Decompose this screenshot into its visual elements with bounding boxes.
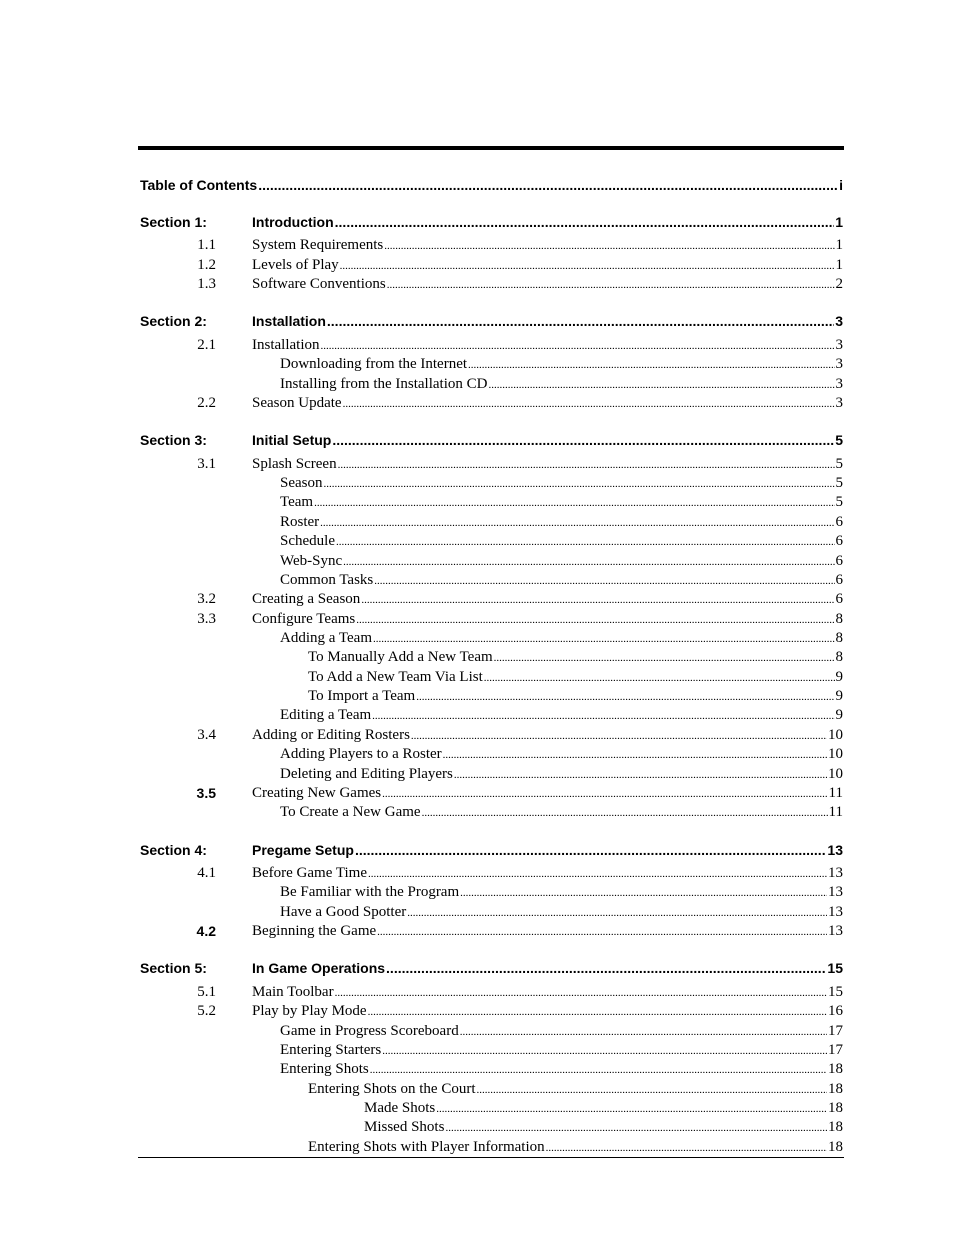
- page-number: 9: [835, 669, 843, 685]
- dot-leader: [494, 652, 835, 664]
- toc-entry[interactable]: [252, 395, 843, 412]
- dot-leader: [445, 1122, 827, 1134]
- page-number: 2: [835, 276, 843, 292]
- subsection-number: 4.1: [197, 865, 216, 881]
- dot-leader: [327, 313, 834, 329]
- toc-entry[interactable]: [280, 475, 843, 492]
- page-number: 1: [835, 257, 843, 273]
- toc-entry[interactable]: [252, 337, 843, 354]
- toc-row[interactable]: [140, 727, 843, 747]
- page-number: 13: [827, 842, 843, 858]
- entry-title: Creating a Season: [252, 591, 361, 607]
- toc-entry[interactable]: [252, 960, 843, 976]
- page-number: 5: [835, 494, 843, 510]
- toc-entry[interactable]: [252, 727, 843, 744]
- subsection-number: 5.1: [197, 984, 216, 1000]
- dot-leader: [335, 214, 835, 230]
- entry-title: Software Conventions: [252, 276, 386, 292]
- dot-leader: [411, 730, 827, 742]
- subsection-number: 5.2: [197, 1003, 216, 1019]
- entry-title: Web-Sync: [280, 553, 343, 569]
- entry-title: Installing from the Installation CD: [280, 376, 488, 392]
- toc-row[interactable]: [140, 395, 843, 415]
- toc-row[interactable]: [140, 214, 843, 234]
- dot-leader: [377, 926, 827, 938]
- toc-entry[interactable]: [280, 804, 843, 821]
- page-number: 8: [835, 649, 843, 665]
- dot-leader: [373, 633, 835, 645]
- toc-row[interactable]: [140, 475, 843, 495]
- page-number: 3: [835, 395, 843, 411]
- toc-row[interactable]: [140, 804, 843, 824]
- page-number: 18: [828, 1119, 843, 1135]
- toc-row[interactable]: [140, 432, 843, 452]
- section-number: Section 4:: [140, 842, 207, 858]
- toc-entry[interactable]: [308, 1139, 843, 1156]
- dot-leader: [387, 279, 835, 291]
- toc-entry[interactable]: [280, 746, 843, 763]
- entry-title: Table of Contents: [140, 177, 258, 193]
- page-number: 13: [828, 923, 843, 939]
- dot-leader: [356, 614, 834, 626]
- subsection-number: 2.2: [197, 395, 216, 411]
- toc-row[interactable]: [140, 1081, 843, 1101]
- toc-row[interactable]: [140, 904, 843, 924]
- dot-leader: [321, 340, 835, 352]
- toc-row[interactable]: [140, 766, 843, 786]
- toc-row[interactable]: [140, 276, 843, 296]
- subsection-number: 3.1: [197, 456, 216, 472]
- toc-row[interactable]: [140, 923, 843, 943]
- entry-title: Before Game Time: [252, 865, 367, 881]
- toc-row[interactable]: [140, 337, 843, 357]
- page-number: 18: [828, 1081, 843, 1097]
- entry-title: Schedule: [280, 533, 335, 549]
- entry-title: Entering Starters: [280, 1042, 382, 1058]
- dot-leader: [546, 1142, 827, 1154]
- toc-row[interactable]: [140, 865, 843, 885]
- toc-row[interactable]: [140, 707, 843, 727]
- toc-row[interactable]: [140, 1119, 843, 1139]
- page-number: 11: [828, 804, 843, 820]
- dot-leader: [484, 672, 835, 684]
- toc-entry[interactable]: [308, 669, 843, 686]
- dot-leader: [407, 907, 827, 919]
- toc-row[interactable]: [140, 456, 843, 476]
- toc-row[interactable]: [140, 842, 843, 862]
- toc-entry[interactable]: [252, 591, 843, 608]
- toc-entry[interactable]: [140, 177, 843, 193]
- entry-title: Season: [280, 475, 323, 491]
- entry-title: Installation: [252, 313, 326, 329]
- toc-entry[interactable]: [280, 766, 843, 783]
- section-number: Section 5:: [140, 960, 207, 976]
- page-number: 6: [835, 533, 843, 549]
- page-number: 9: [835, 688, 843, 704]
- dot-leader: [332, 432, 834, 448]
- dot-leader: [384, 240, 834, 252]
- entry-title: Be Familiar with the Program: [280, 884, 460, 900]
- entry-title: Configure Teams: [252, 611, 356, 627]
- page-number: 3: [835, 337, 843, 353]
- page-number: 17: [828, 1023, 843, 1039]
- toc-entry[interactable]: [280, 1042, 843, 1059]
- toc-row[interactable]: [140, 1061, 843, 1081]
- subsection-number: 1.2: [197, 257, 216, 273]
- entry-title: Play by Play Mode: [252, 1003, 367, 1019]
- toc-entry[interactable]: [252, 1003, 843, 1020]
- page-number: 18: [828, 1061, 843, 1077]
- toc-entry[interactable]: [280, 630, 843, 647]
- page-number: 3: [835, 313, 843, 329]
- section-number: Section 1:: [140, 214, 207, 230]
- entry-title: Team: [280, 494, 314, 510]
- dot-leader: [443, 749, 827, 761]
- page-number: 13: [828, 904, 843, 920]
- toc-entry[interactable]: [280, 514, 843, 531]
- toc-entry[interactable]: [280, 533, 843, 550]
- entry-title: Entering Shots with Player Information: [308, 1139, 545, 1155]
- dot-leader: [338, 459, 835, 471]
- toc-entry[interactable]: [280, 553, 843, 570]
- toc-row[interactable]: [140, 1042, 843, 1062]
- entry-title: Entering Shots: [280, 1061, 369, 1077]
- toc-row[interactable]: [140, 746, 843, 766]
- dot-leader: [460, 1026, 827, 1038]
- dot-leader: [314, 497, 834, 509]
- toc-row[interactable]: [140, 669, 843, 689]
- page-number: 3: [835, 376, 843, 392]
- dot-leader: [320, 517, 834, 529]
- toc-entry[interactable]: [252, 237, 843, 254]
- page-number: 5: [835, 456, 843, 472]
- toc-entry[interactable]: [252, 276, 843, 293]
- dot-leader: [343, 398, 835, 410]
- subsection-number: 3.5: [196, 785, 216, 801]
- entry-title: Missed Shots: [364, 1119, 445, 1135]
- page-number: 6: [835, 553, 843, 569]
- toc-entry[interactable]: [364, 1100, 843, 1117]
- toc-entry[interactable]: [280, 376, 843, 393]
- entry-title: Made Shots: [364, 1100, 436, 1116]
- toc-entry[interactable]: [364, 1119, 843, 1136]
- entry-title: Introduction: [252, 214, 334, 230]
- dot-leader: [343, 556, 834, 568]
- page-number: 13: [828, 884, 843, 900]
- subsection-number: 4.2: [196, 923, 216, 939]
- dot-leader: [368, 868, 827, 880]
- dot-leader: [355, 842, 826, 858]
- dot-leader: [416, 691, 834, 703]
- entry-title: Season Update: [252, 395, 342, 411]
- toc-entry[interactable]: [280, 1023, 843, 1040]
- toc-row[interactable]: [140, 1023, 843, 1043]
- toc-row[interactable]: [140, 1139, 843, 1159]
- subsection-number: 3.3: [197, 611, 216, 627]
- page-number: 17: [828, 1042, 843, 1058]
- dot-leader: [460, 887, 827, 899]
- toc-entry[interactable]: [280, 884, 843, 901]
- toc-entry[interactable]: [280, 1061, 843, 1078]
- page-number: 10: [828, 766, 843, 782]
- toc-row[interactable]: [140, 177, 843, 197]
- dot-leader: [382, 788, 827, 800]
- dot-leader: [488, 379, 834, 391]
- page-number: 5: [835, 432, 843, 448]
- entry-title: To Create a New Game: [280, 804, 421, 820]
- dot-leader: [374, 575, 834, 587]
- entry-title: Editing a Team: [280, 707, 372, 723]
- toc-entry[interactable]: [252, 214, 843, 230]
- entry-title: Initial Setup: [252, 432, 332, 448]
- subsection-number: 3.4: [197, 727, 216, 743]
- entry-title: System Requirements: [252, 237, 384, 253]
- toc-entry[interactable]: [280, 356, 843, 373]
- toc-entry[interactable]: [280, 707, 843, 724]
- entry-title: Game in Progress Scoreboard: [280, 1023, 459, 1039]
- entry-title: Creating New Games: [252, 785, 382, 801]
- entry-title: Pregame Setup: [252, 842, 354, 858]
- dot-leader: [468, 359, 834, 371]
- toc-row[interactable]: [140, 533, 843, 553]
- toc-row[interactable]: [140, 237, 843, 257]
- toc-row[interactable]: [140, 494, 843, 514]
- toc-entry[interactable]: [280, 904, 843, 921]
- toc-entry[interactable]: [252, 257, 843, 274]
- entry-title: To Add a New Team Via List: [308, 669, 483, 685]
- page-number: 8: [835, 630, 843, 646]
- entry-title: Adding or Editing Rosters: [252, 727, 410, 743]
- page-number: 9: [835, 707, 843, 723]
- toc-row[interactable]: [140, 313, 843, 333]
- toc-row[interactable]: [140, 572, 843, 592]
- toc-row[interactable]: [140, 984, 843, 1004]
- dot-leader: [386, 960, 826, 976]
- entry-title: Adding Players to a Roster: [280, 746, 442, 762]
- toc-row[interactable]: [140, 514, 843, 534]
- toc-entry[interactable]: [252, 611, 843, 628]
- toc-row[interactable]: [140, 884, 843, 904]
- page-number: 15: [828, 984, 843, 1000]
- dot-leader: [477, 1084, 828, 1096]
- page-number: 15: [827, 960, 843, 976]
- top-rule: [138, 146, 844, 150]
- entry-title: Adding a Team: [280, 630, 372, 646]
- toc-entry[interactable]: [252, 984, 843, 1001]
- toc-entry[interactable]: [308, 688, 843, 705]
- toc-row[interactable]: [140, 649, 843, 669]
- toc-row[interactable]: [140, 356, 843, 376]
- page-number: 13: [828, 865, 843, 881]
- toc-entry[interactable]: [280, 572, 843, 589]
- page-number: 6: [835, 514, 843, 530]
- page-number: i: [839, 177, 843, 193]
- entry-title: In Game Operations: [252, 960, 386, 976]
- page-number: 8: [835, 611, 843, 627]
- toc-row[interactable]: [140, 553, 843, 573]
- toc-entry[interactable]: [280, 494, 843, 511]
- dot-leader: [324, 478, 835, 490]
- entry-title: Main Toolbar: [252, 984, 334, 1000]
- toc-entry[interactable]: [252, 432, 843, 448]
- page-number: 10: [828, 727, 843, 743]
- toc-entry[interactable]: [252, 313, 843, 329]
- toc-row[interactable]: [140, 611, 843, 631]
- toc-row[interactable]: [140, 1100, 843, 1120]
- dot-leader: [372, 710, 834, 722]
- page-number: 1: [835, 214, 843, 230]
- entry-title: Have a Good Spotter: [280, 904, 407, 920]
- subsection-number: 3.2: [197, 591, 216, 607]
- toc-entry[interactable]: [252, 785, 843, 802]
- entry-title: Roster: [280, 514, 320, 530]
- page-number: 6: [835, 572, 843, 588]
- section-number: Section 2:: [140, 313, 207, 329]
- page-number: 3: [835, 356, 843, 372]
- dot-leader: [258, 177, 838, 193]
- dot-leader: [335, 987, 827, 999]
- subsection-number: 1.1: [197, 237, 216, 253]
- dot-leader: [361, 594, 834, 606]
- dot-leader: [454, 769, 827, 781]
- entry-title: Levels of Play: [252, 257, 339, 273]
- entry-title: Entering Shots on the Court: [308, 1081, 476, 1097]
- toc-row[interactable]: [140, 376, 843, 396]
- toc-entry[interactable]: [252, 865, 843, 882]
- entry-title: Downloading from the Internet: [280, 356, 468, 372]
- entry-title: To Import a Team: [308, 688, 416, 704]
- page-number: 10: [828, 746, 843, 762]
- entry-title: To Manually Add a New Team: [308, 649, 493, 665]
- page-number: 18: [828, 1100, 843, 1116]
- entry-title: Splash Screen: [252, 456, 337, 472]
- dot-leader: [336, 536, 835, 548]
- toc-row[interactable]: [140, 1003, 843, 1023]
- toc-row[interactable]: [140, 688, 843, 708]
- dot-leader: [436, 1103, 827, 1115]
- entry-title: Beginning the Game: [252, 923, 377, 939]
- dot-leader: [368, 1006, 827, 1018]
- subsection-number: 1.3: [197, 276, 216, 292]
- page-number: 11: [828, 785, 843, 801]
- section-number: Section 3:: [140, 432, 207, 448]
- toc-entry[interactable]: [308, 1081, 843, 1098]
- dot-leader: [382, 1045, 827, 1057]
- toc-entry[interactable]: [308, 649, 843, 666]
- toc-row[interactable]: [140, 630, 843, 650]
- entry-title: Deleting and Editing Players: [280, 766, 453, 782]
- toc-row[interactable]: [140, 257, 843, 277]
- toc-row[interactable]: [140, 591, 843, 611]
- toc-entry[interactable]: [252, 842, 843, 858]
- dot-leader: [340, 260, 835, 272]
- subsection-number: 2.1: [197, 337, 216, 353]
- bottom-rule: [138, 1157, 844, 1158]
- dot-leader: [422, 807, 828, 819]
- toc-row[interactable]: [140, 960, 843, 980]
- page-number: 18: [828, 1139, 843, 1155]
- page-number: 5: [835, 475, 843, 491]
- page-number: 16: [828, 1003, 843, 1019]
- toc-row[interactable]: [140, 785, 843, 805]
- page-number: 1: [835, 237, 843, 253]
- entry-title: Installation: [252, 337, 320, 353]
- toc-entry[interactable]: [252, 456, 843, 473]
- toc-entry[interactable]: [252, 923, 843, 940]
- dot-leader: [370, 1064, 827, 1076]
- page-number: 6: [835, 591, 843, 607]
- entry-title: Common Tasks: [280, 572, 374, 588]
